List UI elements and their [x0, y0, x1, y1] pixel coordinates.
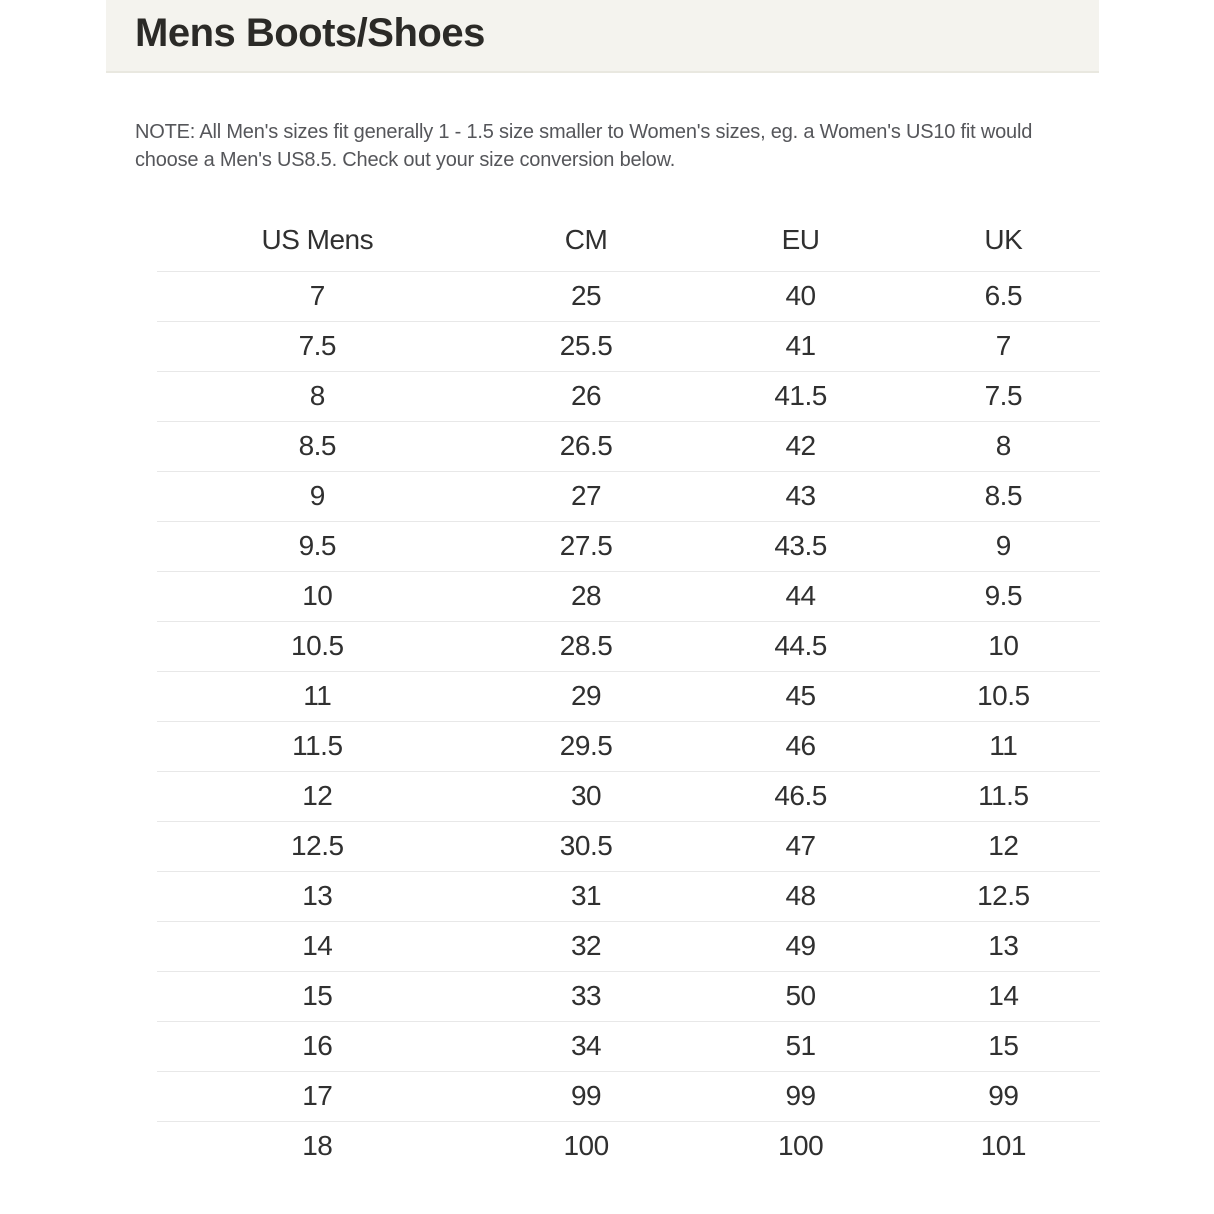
- table-row: [157, 621, 1100, 671]
- table-cell: 41.5: [774, 380, 827, 411]
- table-cell: 18: [302, 1130, 333, 1162]
- table-cell: 10.5: [977, 680, 1030, 711]
- page-title: Mens Boots/Shoes: [135, 10, 485, 55]
- table-cell: 100: [777, 1130, 824, 1162]
- table-cell: 13: [988, 930, 1019, 961]
- column-header-uk: UK: [907, 210, 1100, 271]
- table-cell: 34: [570, 1030, 602, 1061]
- table-cell: 49: [785, 930, 816, 961]
- table-header-row: [157, 210, 1100, 271]
- table-cell: 9.5: [298, 530, 337, 561]
- table-cell: 26.5: [559, 430, 613, 461]
- table-row: [157, 821, 1100, 871]
- table-cell: 43: [785, 480, 816, 511]
- table-row: [157, 421, 1100, 471]
- table-cell: 27.5: [559, 530, 613, 561]
- table-cell: 45: [785, 680, 816, 711]
- table-cell: 32: [570, 930, 602, 961]
- table-cell: 29: [570, 680, 602, 711]
- table-cell: 11: [303, 680, 332, 711]
- table-cell: 44.5: [774, 630, 827, 661]
- table-cell: 10: [988, 630, 1019, 661]
- table-cell: 15: [302, 980, 333, 1011]
- table-cell: 99: [570, 1080, 602, 1111]
- table-cell: 46: [785, 730, 816, 761]
- table-cell: 11.5: [292, 730, 343, 761]
- table-row: [157, 771, 1100, 821]
- table-cell: 99: [785, 1080, 816, 1111]
- table-cell: 48: [785, 880, 816, 911]
- table-row: [157, 1021, 1100, 1071]
- table-cell: 15: [988, 1030, 1019, 1061]
- table-cell: 8: [309, 380, 325, 411]
- table-row: [157, 971, 1100, 1021]
- table-cell: 43.5: [774, 530, 827, 561]
- table-cell: 13: [302, 880, 333, 911]
- table-cell: 12: [988, 830, 1019, 861]
- table-cell: 42: [785, 430, 816, 461]
- table-cell: 51: [785, 1030, 816, 1061]
- title-band: [106, 0, 1099, 73]
- size-table-body: [157, 271, 1100, 1171]
- table-row: [157, 371, 1100, 421]
- column-header-eu: EU: [694, 210, 906, 271]
- table-cell: 47: [785, 830, 816, 861]
- table-cell: 7: [309, 280, 325, 311]
- column-header-us-mens: US Mens: [157, 210, 478, 271]
- table-cell: 28.5: [559, 630, 613, 661]
- table-cell: 50: [785, 980, 816, 1011]
- table-cell: 41: [785, 330, 816, 361]
- table-cell: 46.5: [774, 780, 827, 811]
- table-cell: 7.5: [298, 330, 337, 361]
- table-cell: 9: [309, 480, 325, 511]
- table-row: [157, 321, 1100, 371]
- table-cell: 14: [302, 930, 333, 961]
- table-row: [157, 571, 1100, 621]
- table-row: [157, 1071, 1100, 1121]
- table-cell: 8: [995, 430, 1011, 461]
- table-cell: 33: [570, 980, 602, 1011]
- table-cell: 7.5: [984, 380, 1023, 411]
- table-cell: 14: [988, 980, 1019, 1011]
- table-cell: 101: [980, 1130, 1026, 1162]
- table-cell: 99: [988, 1080, 1019, 1111]
- table-cell: 30: [570, 780, 602, 811]
- table-row: [157, 871, 1100, 921]
- table-row: [157, 921, 1100, 971]
- table-cell: 31: [570, 880, 602, 911]
- table-cell: 8.5: [298, 430, 337, 461]
- table-cell: 44: [785, 580, 816, 611]
- table-cell: 12: [302, 780, 333, 811]
- table-cell: 9.5: [984, 580, 1023, 611]
- table-cell: 8.5: [984, 480, 1023, 511]
- table-cell: 28: [570, 580, 602, 611]
- table-cell: 7: [995, 330, 1011, 361]
- table-cell: 10.5: [291, 630, 344, 661]
- size-note: NOTE: All Men's sizes fit generally 1 - 1.5 size smaller to Women's sizes, eg. a Women's US10 fit would choose a Men's US8.5. Check out your size conversion below.: [135, 121, 1033, 171]
- table-cell: 6.5: [984, 280, 1023, 311]
- table-row: [157, 671, 1100, 721]
- table-cell: 12.5: [977, 880, 1030, 911]
- size-conversion-table: [157, 210, 1100, 1171]
- table-cell: 27: [570, 480, 602, 511]
- table-row: [157, 1121, 1100, 1171]
- table-cell: 25: [570, 280, 602, 311]
- table-row: [157, 471, 1100, 521]
- table-row: [157, 721, 1100, 771]
- table-row: [157, 271, 1100, 321]
- table-cell: 9: [995, 530, 1011, 561]
- table-cell: 10: [302, 580, 333, 611]
- table-cell: 30.5: [559, 830, 613, 861]
- table-cell: 100: [563, 1130, 609, 1162]
- table-row: [157, 521, 1100, 571]
- table-cell: 25.5: [559, 330, 613, 361]
- table-cell: 12.5: [291, 830, 344, 861]
- table-cell: 26: [570, 380, 602, 411]
- table-cell: 29.5: [559, 730, 613, 761]
- table-cell: 16: [302, 1030, 333, 1061]
- table-cell: 17: [302, 1080, 333, 1111]
- table-cell: 11.5: [978, 780, 1029, 811]
- column-header-cm: CM: [478, 210, 695, 271]
- table-cell: 11: [989, 730, 1018, 761]
- table-cell: 40: [785, 280, 816, 311]
